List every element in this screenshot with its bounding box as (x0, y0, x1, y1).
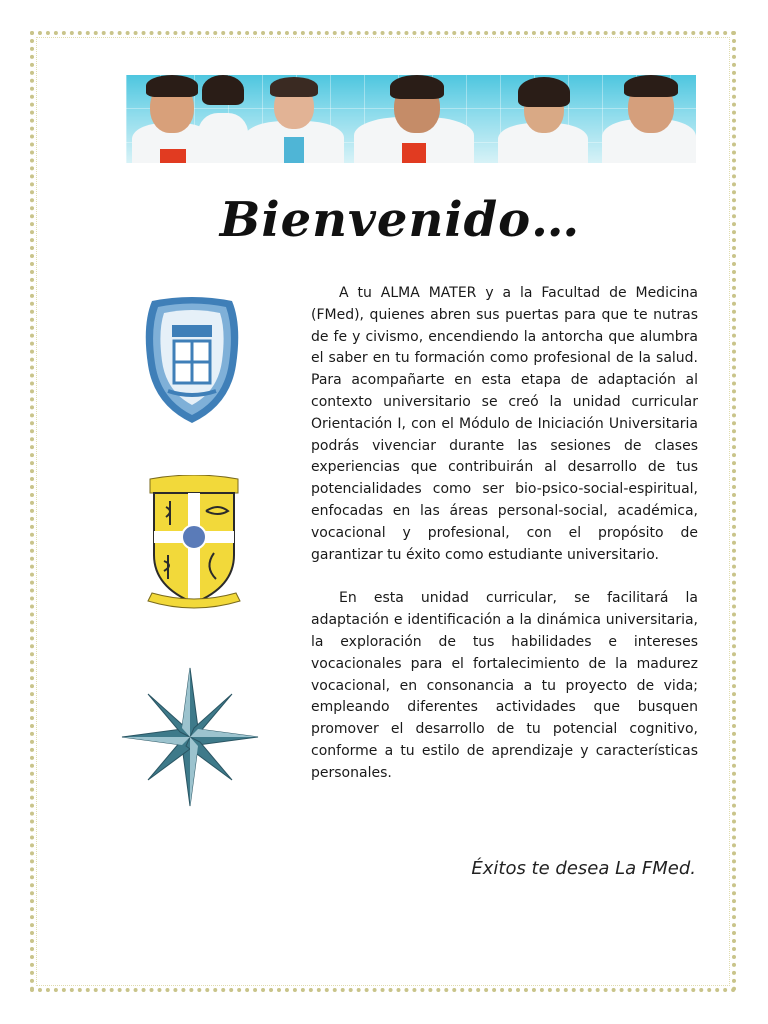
paragraph-intro: A tu ALMA MATER y a la Facultad de Medicina (FMed), quienes abren sus puertas para que te nutras de fe y civismo, encendiendo la antorcha que alumbra el saber en tu formación como profesional de la salud. Para acompañarte en esta etapa de adaptación al contexto universitario se creó la unidad curricular Orientación I, con el Módulo de Iniciación Universitaria podrás vivenciar durante las sesiones de clases experiencias que contribuirán al desarrollo de tus potencialidades como ser bio-psico-social-espiritual, enfocadas en las áreas personal-social, académica, vocacional y profesional, con el propósito de garantizar tu éxito como estudiante universitario. (311, 285, 698, 563)
faculty-crest-icon (144, 475, 244, 613)
page-title: Bienvenido… (219, 192, 581, 248)
signoff-text: Éxitos te desea La FMed. (471, 858, 696, 879)
banner-photo (126, 75, 696, 163)
welcome-text (311, 283, 698, 785)
university-seal-icon (142, 295, 242, 427)
compass-rose-icon (120, 666, 260, 808)
paragraph-curriculum: En esta unidad curricular, se facilitará la adaptación e identificación a la dinámica universitaria, la exploración de tus habilidades e intereses vocacionales para el fortalecimiento de la madurez vocacional, en consonancia a tu proyecto de vida; empleando diferentes actividades que busquen promover el desarrollo de tu potencial cognitivo, conforme a tu estilo de aprendizaje y características personales. (311, 590, 698, 781)
